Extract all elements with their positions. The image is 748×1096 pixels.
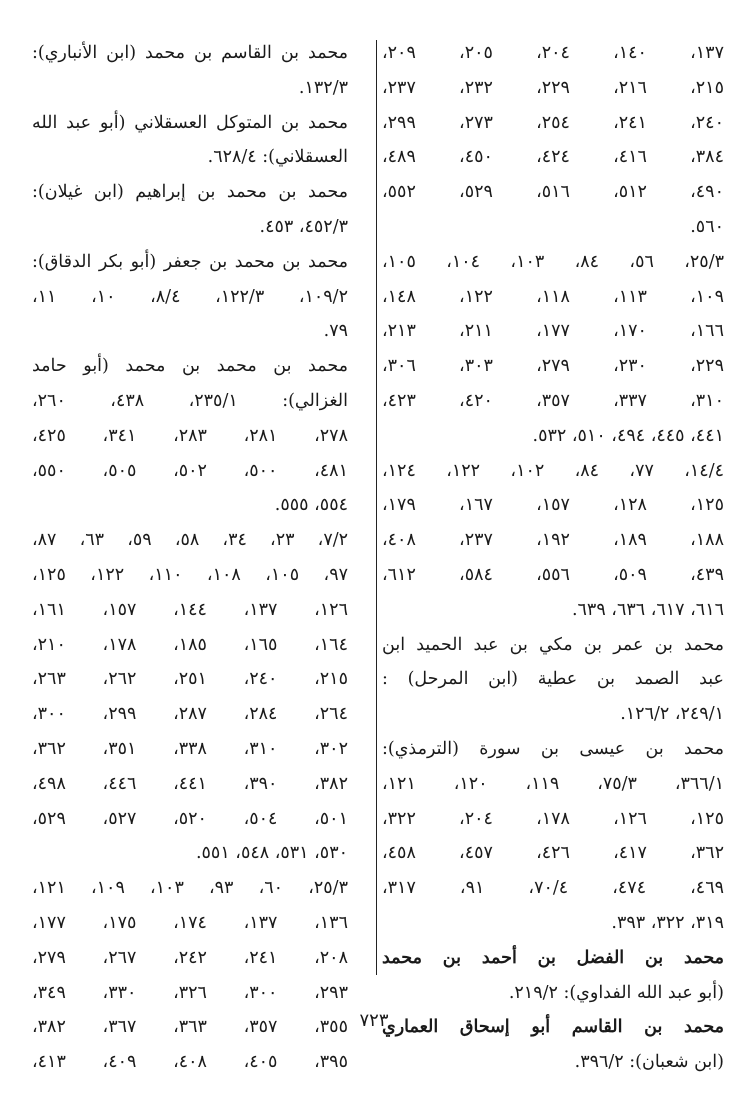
index-line: محمد بن محمد بن محمد (أبو حامد <box>32 356 348 377</box>
index-line: ٧/٢، ٢٣، ٣٤، ٥٨، ٥٩، ٦٣، ٨٧، <box>32 530 348 551</box>
index-line: ١٣٦، ١٣٧، ١٧٤، ١٧٥، ١٧٧، <box>32 912 348 933</box>
index-line: ٣٦٢، ٤١٧، ٤٢٦، ٤٥٧، ٤٥٨، <box>382 843 724 864</box>
index-line: محمد بن عيسى بن سورة (الترمذي): <box>382 738 724 759</box>
index-line: ٣٩٥، ٤٠٥، ٤٠٨، ٤٠٩، ٤١٣، <box>32 1052 348 1073</box>
index-line: ٢٤٠، ٢٤١، ٢٥٤، ٢٧٣، ٢٩٩، <box>382 112 724 133</box>
index-line: ٥٠١، ٥٠٤، ٥٢٠، ٥٢٧، ٥٢٩، <box>32 808 348 829</box>
index-line: ٤٦٩، ٤٧٤، ٧٠/٤، ٩١، ٣١٧، <box>382 878 724 899</box>
index-line: ١٨٨، ١٨٩، ١٩٢، ٢٣٧، ٤٠٨، <box>382 530 724 551</box>
index-line: ٢١٥، ٢٤٠، ٢٥١، ٢٦٢، ٢٦٣، <box>32 669 348 690</box>
index-line: ٢١٥، ٢١٦، ٢٢٩، ٢٣٢، ٢٣٧، <box>382 77 724 98</box>
index-line: العسقلاني): ٦٢٨/٤. <box>207 147 348 168</box>
index-line: ٢٥/٣، ٦٠، ٩٣، ١٠٣، ١٠٩، ١٢١، <box>32 878 348 899</box>
index-line: ٢٩٣، ٣٠٠، ٣٢٦، ٣٣٠، ٣٤٩، <box>32 982 348 1003</box>
index-line: ٣٨٢، ٣٩٠، ٤٤١، ٤٤٦، ٤٩٨، <box>32 773 348 794</box>
index-line: ١٢٦، ١٣٧، ١٤٤، ١٥٧، ١٦١، <box>32 599 348 620</box>
index-line: ١٢٥، ١٢٦، ١٧٨، ٢٠٤، ٣٢٢، <box>382 808 724 829</box>
page-number: ٧٢٣ <box>359 1010 389 1031</box>
index-line: ١٦٦، ١٧٠، ١٧٧، ٢١١، ٢١٣، <box>382 321 724 342</box>
index-line: الغزالي): ٢٣٥/١، ٤٣٨، ٢٦٠، <box>32 390 348 411</box>
index-column-left <box>32 36 348 1080</box>
index-line: ٢٧٨، ٢٨١، ٢٨٣، ٣٤١، ٤٢٥، <box>32 425 348 446</box>
index-line: ٣٥٥، ٣٥٧، ٣٦٣، ٣٦٧، ٣٨٢، <box>32 1017 348 1038</box>
index-line: ٢٠٨، ٢٤١، ٢٤٢، ٢٦٧، ٢٧٩، <box>32 947 348 968</box>
index-line: ١٣٧، ١٤٠، ٢٠٤، ٢٠٥، ٢٠٩، <box>382 43 724 63</box>
index-line: عبد الصمد بن عطية (ابن المرحل) : <box>382 669 724 690</box>
index-line: ٤٣٩، ٥٠٩، ٥٥٦، ٥٨٤، ٦١٢، <box>382 564 724 585</box>
index-line: ٥٣٠، ٥٣١، ٥٤٨، ٥٥١. <box>195 843 348 864</box>
index-line: محمد بن القاسم أبو إسحاق العماري <box>382 1017 724 1038</box>
index-line: ٢٢٩، ٢٣٠، ٢٧٩، ٣٠٣، ٣٠٦، <box>382 356 724 377</box>
index-line: ١٢٥، ١٢٨، ١٥٧، ١٦٧، ١٧٩، <box>382 495 724 516</box>
index-line: محمد بن محمد بن إبراهيم (ابن غيلان): <box>32 182 348 203</box>
index-line: ٢٦٤، ٢٨٤، ٢٨٧، ٢٩٩، ٣٠٠، <box>32 704 348 725</box>
index-line: ١٣٢/٣. <box>298 77 348 98</box>
index-line: ٢٤٩/١، ١٢٦/٢. <box>620 704 724 725</box>
index-line: ٩٧، ١٠٥، ١٠٨، ١١٠، ١٢٢، ١٢٥، <box>32 564 348 585</box>
index-column-right <box>382 36 724 1080</box>
index-line: (ابن شعبان): ٣٩٦/٢. <box>574 1052 724 1073</box>
index-line: ١٠٩، ١١٣، ١١٨، ١٢٢، ١٤٨، <box>382 286 724 307</box>
index-line: محمد بن محمد بن جعفر (أبو بكر الدقاق): <box>32 251 348 272</box>
index-line: ٢٥/٣، ٥٦، ٨٤، ١٠٣، ١٠٤، ١٠٥، <box>382 251 724 272</box>
index-line: ١٠٩/٢، ١٢٢/٣، ٨/٤، ١٠، ١١، <box>32 286 348 307</box>
index-line: ٣١٩، ٣٢٢، ٣٩٣. <box>611 912 724 933</box>
index-line: محمد بن الفضل بن أحمد بن محمد <box>382 947 724 968</box>
index-line: ١٦٤، ١٦٥، ١٨٥، ١٧٨، ٢١٠، <box>32 634 348 655</box>
index-line: ٦١٦، ٦١٧، ٦٣٦، ٦٣٩. <box>571 599 724 620</box>
index-line: ٤٩٠، ٥١٢، ٥١٦، ٥٢٩، ٥٥٢، <box>382 182 724 203</box>
index-line: ٧٩. <box>323 321 348 342</box>
index-line: محمد بن عمر بن مكي بن عبد الحميد ابن <box>382 634 724 655</box>
index-line: محمد بن القاسم بن محمد (ابن الأنباري): <box>32 43 348 63</box>
index-line: ٤٨١، ٥٠٠، ٥٠٢، ٥٠٥، ٥٥٠، <box>32 460 348 481</box>
index-line: ٥٥٤، ٥٥٥. <box>274 495 348 516</box>
index-line: ٣٦٦/١، ٧٥/٣، ١١٩، ١٢٠، ١٢١، <box>382 773 724 794</box>
index-line: ٤٤١، ٤٤٥، ٤٩٤، ٥١٠، ٥٣٢. <box>532 425 724 446</box>
column-divider <box>376 40 377 975</box>
index-line: ٥٦٠. <box>690 216 724 237</box>
index-line: محمد بن المتوكل العسقلاني (أبو عبد الله <box>32 112 348 133</box>
index-line: ١٤/٤، ٧٧، ٨٤، ١٠٢، ١٢٢، ١٢٤، <box>382 460 724 481</box>
index-line: ٣١٠، ٣٣٧، ٣٥٧، ٤٢٠، ٤٢٣، <box>382 390 724 411</box>
index-line: ٣٠٢، ٣١٠، ٣٣٨، ٣٥١، ٣٦٢، <box>32 738 348 759</box>
index-line: ٤٥٢/٣، ٤٥٣. <box>259 216 348 237</box>
index-line: (أبو عبد الله الفداوي): ٢١٩/٢. <box>508 982 724 1003</box>
index-line: ٣٨٤، ٤١٦، ٤٢٤، ٤٥٠، ٤٨٩، <box>382 147 724 168</box>
